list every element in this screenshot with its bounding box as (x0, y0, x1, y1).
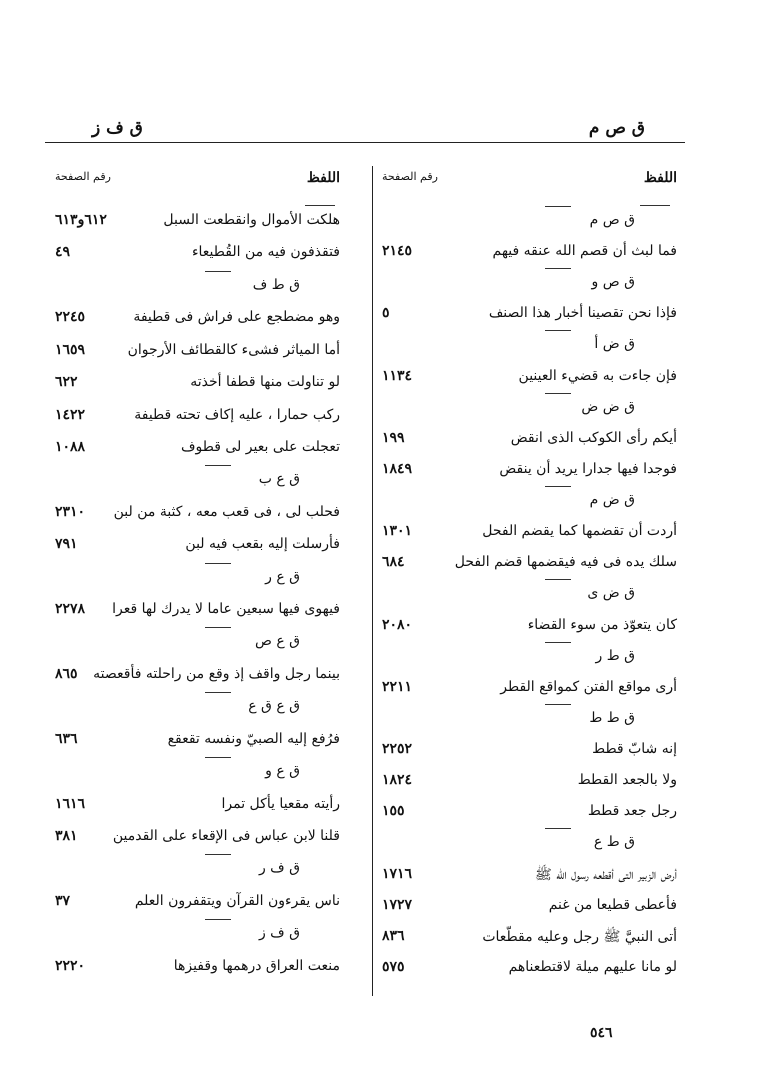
left-root-heading: ق ع ر (265, 568, 300, 585)
left-page-number: ٦٣٦ (55, 730, 78, 747)
left-root-dash (205, 757, 231, 758)
right-entry-text: ولا بالجعد القطط (577, 772, 677, 789)
right-entry-text: أرى مواقع الفتن كمواقع القطر (500, 678, 677, 695)
right-page-number: ١٧٢٧ (382, 896, 413, 913)
left-page-number: ٢٢٧٨ (55, 601, 86, 617)
right-entry-text: فإذا نحن تقصينا أخبار هذا الصنف (488, 305, 677, 322)
left-page-number: ٨٦٥ (55, 665, 78, 682)
right-heading-dash (640, 205, 670, 206)
right-page-number: ٦٨٤ (382, 554, 405, 571)
right-entry-text: فما لبث أن قصم الله عنقه فيهم (492, 243, 677, 260)
left-page-number: ٣٨١ (55, 827, 78, 844)
left-root-heading: ق ط ف (252, 276, 300, 293)
right-entry-text: فإن جاءت به قضيء العينين (518, 367, 677, 384)
right-root-dash (545, 268, 571, 269)
left-root-dash (205, 854, 231, 855)
right-page-number: ١٥٥ (382, 803, 405, 820)
right-entry-text: كان يتعوّذ من سوء القضاء (527, 616, 677, 633)
right-page-number: ١١٣٤ (382, 367, 413, 384)
right-page-number: ٨٣٦ (382, 927, 405, 944)
right-entry-text: أيكم رأى الكوكب الذى انقض (510, 429, 677, 446)
left-root-heading: ق ع ق ع (248, 698, 300, 715)
left-word-heading: اللفظ (306, 170, 340, 186)
right-root-heading: ق ض ى (587, 585, 635, 602)
left-page-number: ١٤٢٢ (55, 406, 86, 423)
column-divider (372, 166, 373, 996)
right-root-heading: ق ط ع (593, 834, 635, 851)
right-root-heading: ق ص و (591, 274, 635, 291)
left-root-heading: ق ع ب (258, 471, 300, 488)
right-page-number: ١٩٩ (382, 429, 405, 446)
right-word-heading: اللفظ (643, 170, 677, 186)
left-entry-text: منعت العراق درهمها وقفيزها (173, 957, 340, 974)
right-root-dash (545, 330, 571, 331)
left-entry-text: لو تناولت منها قطفا أخذته (190, 374, 340, 391)
left-page-number: ١٦١٦ (55, 795, 86, 812)
right-root-dash (545, 579, 571, 580)
left-entry-text: ناس يقرءون القرآن ويتقفرون العلم (134, 892, 340, 909)
left-page-number: ٢٢٢٠ (55, 957, 86, 974)
right-page-number: ١٨٢٤ (382, 772, 413, 789)
left-root-dash (205, 692, 231, 693)
left-entry-text: فتقذفون فيه من القُطيعاء (191, 244, 340, 261)
right-entry-text: أرض الزبير التى أقطعه رسول الله ﷺ (534, 866, 677, 883)
right-page-number: ٢٢٥٢ (382, 741, 413, 758)
right-page-number: ١٨٤٩ (382, 460, 413, 477)
left-entry-text: تعجلت على بعير لى قطوف (181, 438, 340, 455)
right-root-heading: ق ط ط (589, 709, 635, 726)
header-left-root: ق ف ز (92, 118, 143, 138)
left-entry-text: هلكت الأموال وانقطعت السبل (163, 212, 340, 228)
left-page-number: ٣٧ (55, 892, 71, 909)
right-entry-text: فوجدا فيها جدارا يريد أن ينقض (499, 460, 677, 477)
left-page-number: ١٦٥٩ (55, 341, 86, 358)
right-page-number: ١٣٠١ (382, 523, 413, 540)
right-entry-text: إنه شابّ قطط (592, 741, 677, 758)
page-number: ٥٤٦ (590, 1025, 613, 1041)
left-page-number: ٢٢٤٥ (55, 309, 86, 326)
right-page-number: ٢١٤٥ (382, 243, 413, 260)
left-root-dash (205, 563, 231, 564)
left-page-number: ٦٢٢ (55, 374, 78, 391)
left-page-heading: رقم الصفحة (55, 170, 111, 183)
left-page-number: ٤٩ (55, 244, 71, 261)
right-page-number: ١٧١٦ (382, 865, 413, 882)
left-entry-text: ركب حمارا ، عليه إكاف تحته قطيفة (134, 406, 340, 423)
header-rule (45, 142, 685, 143)
right-root-dash (545, 486, 571, 487)
right-entry-text: أتى النبيَّ ﷺ رجل وعليه مقطّعات (482, 928, 677, 945)
left-entry-text: فرُفع إليه الصبيّ ونفسه تقعقع (167, 730, 340, 747)
left-root-heading: ق ع ص (254, 633, 300, 650)
right-root-dash (545, 206, 571, 207)
left-heading-dash (305, 205, 335, 206)
right-root-dash (545, 642, 571, 643)
right-root-dash (545, 704, 571, 705)
right-entry-text: فأعطى قطيعا من غنم (548, 896, 677, 913)
left-entry-text: فأرسلت إليه بقعب فيه لبن (185, 536, 340, 553)
right-page-number: ٢٢١١ (382, 678, 413, 695)
left-root-heading: ق ف ز (258, 925, 300, 942)
right-entry-text: سلك يده فى فيه فيقضمها قضم الفحل (454, 554, 677, 571)
left-page-number: ٦١٢و٦١٣ (55, 212, 107, 228)
left-root-dash (205, 465, 231, 466)
right-root-heading: ق ض ض (581, 398, 635, 415)
right-entry-text: رجل جعد قطط (587, 803, 677, 820)
left-entry-text: فيهوى فيها سبعين عاما لا يدرك لها قعرا (112, 601, 340, 617)
left-entry-text: فحلب لى ، فى قعب معه ، كثبة من لبن (113, 503, 340, 520)
right-page-number: ٥ (382, 305, 390, 322)
left-page-number: ٢٣١٠ (55, 503, 86, 520)
right-root-heading: ق ص م (589, 212, 635, 228)
left-entry-text: بينما رجل واقف إذ وقع من راحلته فأقعصته (93, 665, 340, 682)
left-page-number: ٧٩١ (55, 536, 78, 553)
left-root-dash (205, 271, 231, 272)
right-page-number: ٢٠٨٠ (382, 616, 413, 633)
right-entry-text: لو مانا عليهم ميلة لاقتطعناهم (508, 958, 677, 975)
right-root-heading: ق ض م (589, 492, 635, 509)
left-entry-text: قلنا لابن عباس فى الإقعاء على القدمين (112, 827, 340, 844)
right-root-dash (545, 828, 571, 829)
left-entry-text: وهو مضطجع على فراش فى قطيفة (133, 309, 340, 326)
left-root-heading: ق ف ر (258, 860, 300, 877)
left-root-dash (205, 919, 231, 920)
header-right-root: ق ص م (588, 118, 645, 138)
left-page-number: ١٠٨٨ (55, 438, 86, 455)
right-root-dash (545, 393, 571, 394)
right-entry-text: أردت أن تقضمها كما يقضم الفحل (482, 523, 677, 540)
left-entry-text: أما المياثر فشىء كالقطائف الأرجوان (127, 341, 340, 358)
left-entry-text: رأيته مقعيا يأكل تمرا (221, 795, 340, 812)
right-root-heading: ق ط ر (595, 647, 635, 664)
right-page-heading: رقم الصفحة (382, 170, 438, 183)
left-root-dash (205, 627, 231, 628)
right-page-number: ٥٧٥ (382, 958, 405, 975)
left-root-heading: ق ع و (265, 763, 300, 780)
right-root-heading: ق ض أ (594, 336, 635, 353)
